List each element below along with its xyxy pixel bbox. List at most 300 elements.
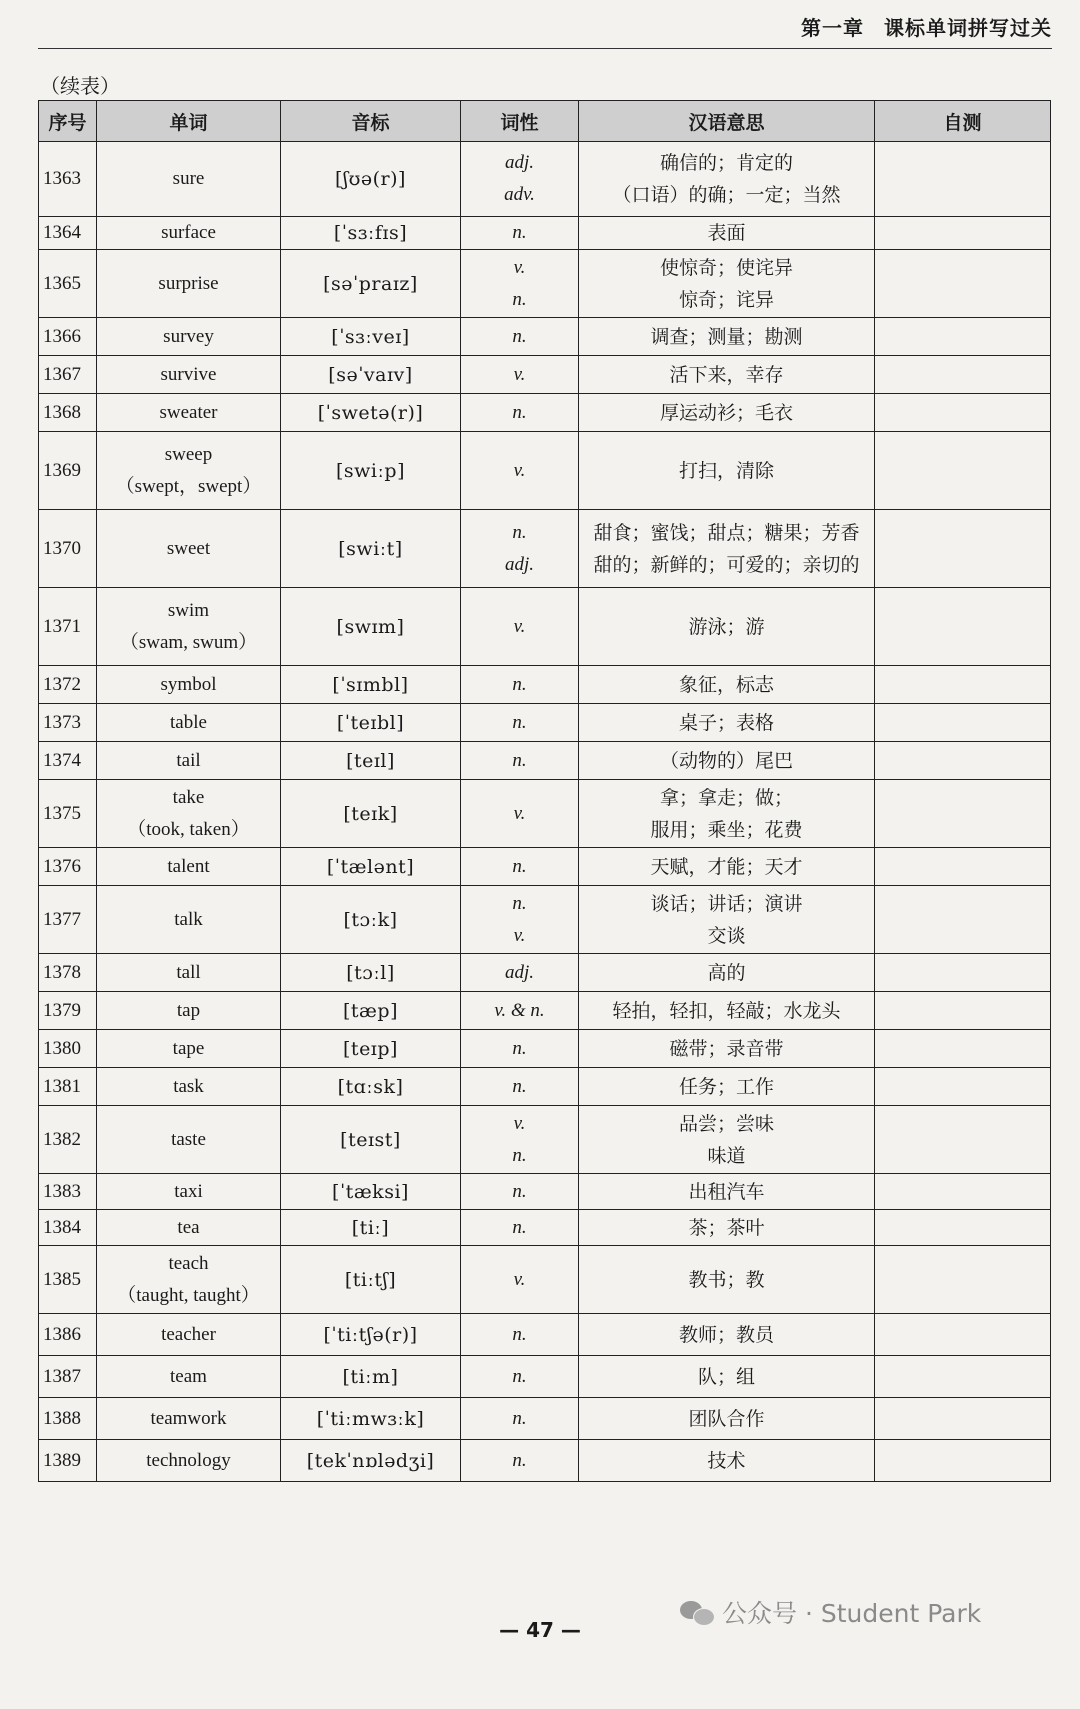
cell-number: 1382 xyxy=(39,1106,97,1174)
cell-word xyxy=(97,510,281,588)
cell-word xyxy=(97,704,281,742)
pos-label: n. xyxy=(512,222,527,243)
cell-number: 1388 xyxy=(39,1398,97,1440)
cell-phonetic: [tiː] xyxy=(281,1210,461,1246)
cell-number: 1364 xyxy=(39,217,97,250)
cell-meaning xyxy=(579,886,875,954)
chapter-label: 第一章 xyxy=(801,16,864,40)
pos-label: n. xyxy=(512,892,527,914)
cell-word xyxy=(97,1398,281,1440)
word-text: talk xyxy=(174,908,203,930)
word-text: sweep xyxy=(164,443,213,465)
cell-phonetic: [ˈtælənt] xyxy=(281,848,461,886)
pos-label: n. xyxy=(512,401,527,423)
cell-phonetic: [ˈsɜːveɪ] xyxy=(281,318,461,356)
cell-pos xyxy=(461,356,579,394)
word-text: table xyxy=(170,711,207,733)
cell-self-test xyxy=(875,510,1051,588)
meaning-line: 使惊奇；使诧异 xyxy=(659,256,793,279)
cell-pos xyxy=(461,704,579,742)
cell-pos xyxy=(461,742,579,780)
pos-label: adj. xyxy=(504,961,535,983)
cell-phonetic: [ˈtiːmwɜːk] xyxy=(281,1398,461,1440)
table-row xyxy=(39,394,1051,432)
table-row xyxy=(39,1356,1051,1398)
cell-meaning xyxy=(579,992,875,1030)
cell-meaning xyxy=(579,217,875,250)
table-row xyxy=(39,1314,1051,1356)
continued-label: （续表） xyxy=(40,74,120,98)
meaning-line: 高的 xyxy=(707,961,746,984)
meaning-line: 教书；教 xyxy=(688,1268,765,1291)
word-text: teacher xyxy=(161,1323,216,1345)
meaning-line: 调查；测量；勘测 xyxy=(650,325,803,348)
meaning-line: 任务；工作 xyxy=(678,1075,774,1098)
meaning-line: 团队合作 xyxy=(688,1407,765,1430)
cell-word xyxy=(97,1440,281,1482)
cell-self-test xyxy=(875,588,1051,666)
cell-phonetic: [ˈswetə(r)] xyxy=(281,394,461,432)
header-self-test: 自测 xyxy=(875,101,1051,142)
cell-number: 1372 xyxy=(39,666,97,704)
cell-self-test xyxy=(875,1440,1051,1482)
meaning-line: 轻拍，轻扣，轻敲；水龙头 xyxy=(612,999,841,1022)
meaning-line: 拿；拿走；做； xyxy=(659,786,793,809)
meaning-line: 惊奇；诧异 xyxy=(678,288,774,311)
word-forms: （swept，swept） xyxy=(115,475,262,497)
cell-word xyxy=(97,1356,281,1398)
cell-number: 1385 xyxy=(39,1246,97,1314)
cell-phonetic: [teɪst] xyxy=(281,1106,461,1174)
cell-self-test xyxy=(875,954,1051,992)
cell-self-test xyxy=(875,318,1051,356)
cell-phonetic: [ˈsɜːfɪs] xyxy=(281,217,461,250)
table-row xyxy=(39,217,1051,250)
cell-phonetic: [tɔːk] xyxy=(281,886,461,954)
cell-meaning xyxy=(579,394,875,432)
cell-pos xyxy=(461,886,579,954)
cell-meaning xyxy=(579,1398,875,1440)
cell-meaning xyxy=(579,742,875,780)
pos-label: adj. xyxy=(504,553,535,575)
word-forms: （taught, taught） xyxy=(117,1284,260,1306)
cell-pos xyxy=(461,1246,579,1314)
pos-label: n. xyxy=(512,1144,527,1166)
cell-number: 1379 xyxy=(39,992,97,1030)
cell-phonetic: [tɔːl] xyxy=(281,954,461,992)
cell-phonetic: [ʃʊə(r)] xyxy=(281,142,461,217)
pos-label: v. xyxy=(513,1268,526,1290)
cell-meaning xyxy=(579,666,875,704)
cell-word xyxy=(97,1314,281,1356)
cell-meaning xyxy=(579,1440,875,1482)
meaning-line: 天赋，才能；天才 xyxy=(650,855,803,878)
cell-number: 1380 xyxy=(39,1030,97,1068)
cell-pos xyxy=(461,432,579,510)
meaning-line: 教师；教员 xyxy=(678,1323,774,1346)
cell-self-test xyxy=(875,780,1051,848)
cell-word xyxy=(97,356,281,394)
pos-label: v. xyxy=(513,459,526,481)
cell-number: 1367 xyxy=(39,356,97,394)
cell-self-test xyxy=(875,1356,1051,1398)
meaning-line: 桌子；表格 xyxy=(678,711,774,734)
word-text: sure xyxy=(172,168,205,189)
word-text: task xyxy=(173,1075,204,1097)
vocabulary-table xyxy=(38,100,1051,1482)
table-row xyxy=(39,1106,1051,1174)
wechat-icon xyxy=(680,1599,714,1625)
word-text: symbol xyxy=(160,673,217,695)
meaning-line: 象征，标志 xyxy=(678,673,774,696)
table-row xyxy=(39,666,1051,704)
word-text: surprise xyxy=(158,272,219,294)
word-text: tap xyxy=(176,999,201,1021)
cell-number: 1376 xyxy=(39,848,97,886)
pos-label: v. xyxy=(513,924,526,946)
meaning-line: 味道 xyxy=(707,1144,746,1167)
cell-self-test xyxy=(875,250,1051,318)
pos-label: n. xyxy=(512,325,527,347)
table-row xyxy=(39,992,1051,1030)
cell-phonetic: [teɪk] xyxy=(281,780,461,848)
cell-self-test xyxy=(875,217,1051,250)
page-number: — 47 — xyxy=(499,1618,581,1642)
page-header xyxy=(801,12,1052,41)
cell-pos xyxy=(461,1030,579,1068)
cell-self-test xyxy=(875,1210,1051,1246)
table-row xyxy=(39,1398,1051,1440)
pos-label: n. xyxy=(512,521,527,543)
cell-self-test xyxy=(875,1106,1051,1174)
pos-label: v. xyxy=(513,1112,526,1134)
table-row xyxy=(39,356,1051,394)
meaning-line: 确信的；肯定的 xyxy=(659,152,793,174)
cell-word xyxy=(97,742,281,780)
cell-number: 1368 xyxy=(39,394,97,432)
cell-pos xyxy=(461,250,579,318)
table-row xyxy=(39,250,1051,318)
cell-pos xyxy=(461,510,579,588)
word-forms: （took, taken） xyxy=(127,818,250,840)
cell-meaning xyxy=(579,1246,875,1314)
cell-word xyxy=(97,992,281,1030)
cell-meaning xyxy=(579,1106,875,1174)
cell-phonetic: [ˈsɪmbl] xyxy=(281,666,461,704)
cell-meaning xyxy=(579,1068,875,1106)
header-phonetic: 音标 xyxy=(281,101,461,142)
cell-number: 1384 xyxy=(39,1210,97,1246)
cell-number: 1365 xyxy=(39,250,97,318)
word-text: swim xyxy=(167,599,210,621)
word-text: survive xyxy=(160,363,217,385)
pos-label: v. xyxy=(513,802,526,824)
cell-phonetic: [swiːp] xyxy=(281,432,461,510)
watermark-text: 公众号 · Student Park xyxy=(722,1599,982,1628)
pos-label: n. xyxy=(512,855,527,877)
pos-label: v. xyxy=(513,256,526,278)
meaning-line: 活下来，幸存 xyxy=(669,363,784,386)
meaning-line: 磁带；录音带 xyxy=(669,1037,784,1060)
table-row xyxy=(39,780,1051,848)
cell-self-test xyxy=(875,704,1051,742)
meaning-line: 品尝；尝味 xyxy=(678,1112,774,1135)
meaning-line: 队；组 xyxy=(697,1365,755,1388)
cell-pos xyxy=(461,588,579,666)
cell-number: 1387 xyxy=(39,1356,97,1398)
cell-word xyxy=(97,250,281,318)
pos-label: v. xyxy=(513,615,526,637)
word-text: tall xyxy=(176,961,201,983)
pos-label: v. xyxy=(513,363,526,385)
cell-word xyxy=(97,1030,281,1068)
cell-phonetic: [tiːm] xyxy=(281,1356,461,1398)
cell-meaning xyxy=(579,432,875,510)
pos-label: n. xyxy=(512,1037,527,1059)
cell-number: 1389 xyxy=(39,1440,97,1482)
cell-meaning xyxy=(579,704,875,742)
cell-self-test xyxy=(875,1246,1051,1314)
cell-number: 1369 xyxy=(39,432,97,510)
cell-pos xyxy=(461,1174,579,1210)
cell-phonetic: [tæp] xyxy=(281,992,461,1030)
table-row xyxy=(39,142,1051,217)
cell-pos xyxy=(461,1314,579,1356)
pos-label: n. xyxy=(512,288,527,310)
cell-pos xyxy=(461,1356,579,1398)
pos-label: n. xyxy=(512,1323,527,1345)
cell-meaning xyxy=(579,588,875,666)
pos-label: n. xyxy=(512,1075,527,1097)
cell-self-test xyxy=(875,356,1051,394)
cell-number: 1371 xyxy=(39,588,97,666)
table-row xyxy=(39,510,1051,588)
cell-phonetic: [ˈteɪbl] xyxy=(281,704,461,742)
cell-number: 1386 xyxy=(39,1314,97,1356)
cell-word xyxy=(97,886,281,954)
cell-self-test xyxy=(875,666,1051,704)
cell-phonetic: [swɪm] xyxy=(281,588,461,666)
cell-pos xyxy=(461,318,579,356)
cell-word xyxy=(97,142,281,217)
cell-word xyxy=(97,588,281,666)
table-row xyxy=(39,1068,1051,1106)
cell-word xyxy=(97,954,281,992)
cell-self-test xyxy=(875,1398,1051,1440)
word-text: technology xyxy=(146,1449,231,1471)
cell-word xyxy=(97,848,281,886)
table-row xyxy=(39,742,1051,780)
cell-meaning xyxy=(579,1210,875,1246)
meaning-line: 茶；茶叶 xyxy=(688,1216,765,1239)
cell-pos xyxy=(461,954,579,992)
word-text: tape xyxy=(172,1037,205,1059)
cell-word xyxy=(97,1106,281,1174)
pos-label: n. xyxy=(512,1449,527,1471)
word-text: teamwork xyxy=(150,1407,227,1429)
word-text: tea xyxy=(177,1216,200,1238)
cell-word xyxy=(97,318,281,356)
cell-number: 1381 xyxy=(39,1068,97,1106)
pos-label: adj. xyxy=(504,152,535,173)
cell-number: 1375 xyxy=(39,780,97,848)
word-text: surface xyxy=(161,222,216,243)
cell-word xyxy=(97,780,281,848)
pos-label: n. xyxy=(512,673,527,695)
cell-meaning xyxy=(579,848,875,886)
table-row xyxy=(39,588,1051,666)
header-pos: 词性 xyxy=(461,101,579,142)
cell-self-test xyxy=(875,992,1051,1030)
cell-phonetic: [tiːtʃ] xyxy=(281,1246,461,1314)
cell-meaning xyxy=(579,142,875,217)
cell-meaning xyxy=(579,1174,875,1210)
chapter-title: 课标单词拼写过关 xyxy=(884,16,1052,40)
cell-word xyxy=(97,394,281,432)
cell-self-test xyxy=(875,394,1051,432)
cell-self-test xyxy=(875,1314,1051,1356)
table-row xyxy=(39,1030,1051,1068)
cell-pos xyxy=(461,780,579,848)
cell-meaning xyxy=(579,318,875,356)
cell-pos xyxy=(461,142,579,217)
cell-meaning xyxy=(579,356,875,394)
table-row xyxy=(39,886,1051,954)
word-text: survey xyxy=(163,325,214,347)
pos-label: n. xyxy=(512,749,527,771)
meaning-line: 谈话；讲话；演讲 xyxy=(650,892,803,915)
word-forms: （swam, swum） xyxy=(119,631,258,653)
cell-pos xyxy=(461,848,579,886)
cell-phonetic: [ˈtiːtʃə(r)] xyxy=(281,1314,461,1356)
cell-phonetic: [tɑːsk] xyxy=(281,1068,461,1106)
cell-pos xyxy=(461,1440,579,1482)
table-row xyxy=(39,848,1051,886)
meaning-line: （动物的）尾巴 xyxy=(659,749,793,772)
cell-word xyxy=(97,217,281,250)
cell-word xyxy=(97,432,281,510)
header-rule xyxy=(38,48,1052,49)
pos-label: v. & n. xyxy=(494,999,545,1021)
cell-number: 1363 xyxy=(39,142,97,217)
table-row xyxy=(39,954,1051,992)
meaning-line: 打扫，清除 xyxy=(678,459,774,482)
cell-pos xyxy=(461,666,579,704)
meaning-line: 技术 xyxy=(707,1449,746,1472)
cell-phonetic: [səˈvaɪv] xyxy=(281,356,461,394)
word-text: taste xyxy=(171,1128,206,1150)
cell-word xyxy=(97,1068,281,1106)
cell-pos xyxy=(461,394,579,432)
cell-meaning xyxy=(579,250,875,318)
word-text: sweater xyxy=(159,401,218,423)
word-text: talent xyxy=(167,855,210,877)
cell-pos xyxy=(461,217,579,250)
cell-self-test xyxy=(875,848,1051,886)
cell-pos xyxy=(461,1210,579,1246)
table-row xyxy=(39,432,1051,510)
cell-number: 1366 xyxy=(39,318,97,356)
cell-phonetic: [tekˈnɒlədʒi] xyxy=(281,1440,461,1482)
cell-word xyxy=(97,1246,281,1314)
cell-meaning xyxy=(579,1030,875,1068)
cell-number: 1373 xyxy=(39,704,97,742)
cell-pos xyxy=(461,1068,579,1106)
table-row xyxy=(39,1210,1051,1246)
meaning-line: 交谈 xyxy=(707,924,746,947)
cell-phonetic: [swiːt] xyxy=(281,510,461,588)
cell-self-test xyxy=(875,432,1051,510)
cell-word xyxy=(97,1210,281,1246)
header-word: 单词 xyxy=(97,101,281,142)
meaning-line: 表面 xyxy=(707,222,746,244)
pos-label: n. xyxy=(512,1365,527,1387)
cell-pos xyxy=(461,1398,579,1440)
cell-word xyxy=(97,666,281,704)
cell-self-test xyxy=(875,1174,1051,1210)
meaning-line: 甜的；新鲜的；可爱的；亲切的 xyxy=(593,553,860,576)
cell-pos xyxy=(461,992,579,1030)
pos-label: adv. xyxy=(504,184,535,205)
cell-phonetic: [səˈpraɪz] xyxy=(281,250,461,318)
pos-label: n. xyxy=(512,1407,527,1429)
cell-meaning xyxy=(579,1356,875,1398)
cell-phonetic: [teɪp] xyxy=(281,1030,461,1068)
header-meaning: 汉语意思 xyxy=(579,101,875,142)
cell-phonetic: [ˈtæksi] xyxy=(281,1174,461,1210)
word-text: tail xyxy=(176,749,201,771)
meaning-line: 厚运动衫；毛衣 xyxy=(659,401,793,424)
cell-self-test xyxy=(875,142,1051,217)
cell-self-test xyxy=(875,1030,1051,1068)
table-row xyxy=(39,1246,1051,1314)
cell-number: 1378 xyxy=(39,954,97,992)
meaning-line: 甜食；蜜饯；甜点；糖果；芳香 xyxy=(593,521,860,544)
table-row xyxy=(39,704,1051,742)
meaning-line: （口语）的确；一定；当然 xyxy=(612,184,841,206)
cell-meaning xyxy=(579,510,875,588)
cell-self-test xyxy=(875,1068,1051,1106)
watermark xyxy=(680,1594,981,1630)
table-row xyxy=(39,1440,1051,1482)
cell-meaning xyxy=(579,780,875,848)
word-text: team xyxy=(170,1365,207,1387)
cell-pos xyxy=(461,1106,579,1174)
word-text: take xyxy=(172,786,205,808)
table-row xyxy=(39,318,1051,356)
cell-meaning xyxy=(579,1314,875,1356)
header-number: 序号 xyxy=(39,101,97,142)
pos-label: n. xyxy=(512,1216,527,1238)
cell-number: 1377 xyxy=(39,886,97,954)
word-text: sweet xyxy=(166,537,211,559)
cell-number: 1370 xyxy=(39,510,97,588)
cell-meaning xyxy=(579,954,875,992)
cell-self-test xyxy=(875,886,1051,954)
pos-label: n. xyxy=(512,1180,527,1202)
table-header-row xyxy=(39,101,1051,142)
cell-word xyxy=(97,1174,281,1210)
meaning-line: 出租汽车 xyxy=(688,1180,765,1203)
meaning-line: 游泳；游 xyxy=(688,615,765,638)
word-text: taxi xyxy=(174,1180,203,1202)
pos-label: n. xyxy=(512,711,527,733)
cell-number: 1374 xyxy=(39,742,97,780)
meaning-line: 服用；乘坐；花费 xyxy=(650,818,803,841)
table-row xyxy=(39,1174,1051,1210)
word-text: teach xyxy=(168,1252,209,1274)
cell-self-test xyxy=(875,742,1051,780)
